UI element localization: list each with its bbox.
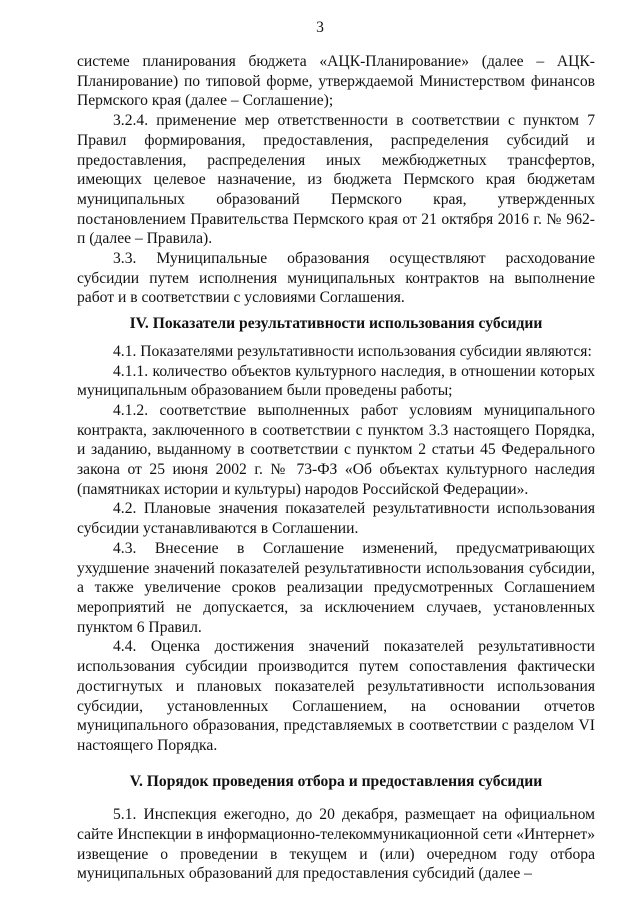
paragraph-4-1-2: 4.1.2. соответствие выполненных работ условиям муниципального контракта, заключенного в соответствии с пунктом 3.3 настоящего Порядка, и заданию, выданному в соответствии с пунктом 2 статьи 45 Федерального закона от 25 июня 2002 г. № 73-ФЗ «Об объектах культурного наследия (памятниках истории и культуры) народов Российской Федерации».: [77, 401, 595, 498]
page-number: 3: [316, 19, 324, 36]
paragraph-3-3: 3.3. Муниципальные образования осуществляют расходование субсидии путем исполнения муниципальных контрактов на выполнение работ и в соответствии с условиями Соглашения.: [77, 250, 595, 307]
paragraph-4-2: 4.2. Плановые значения показателей результативности использования субсидии устанавливаются в Соглашении.: [77, 500, 595, 538]
paragraph-4-1: 4.1. Показателями результативности использования субсидии являются:: [113, 342, 592, 360]
section-4-heading: IV. Показатели результативности использования субсидии: [129, 315, 543, 333]
paragraph-continuation: системе планирования бюджета «АЦК-Планирование» (далее – АЦК-Планирование) по типовой форме, утверждаемой Министерством финансов Пермского края (далее – Соглашение);: [77, 53, 595, 110]
paragraph-4-3: 4.3. Внесение в Соглашение изменений, предусматривающих ухудшение значений показателей результативности использования субсидии, а также увеличение сроков реализации предусмотренных Соглашением мероприятий не допускается, за исключением случаев, установленных пунктом 6 Правил.: [77, 539, 595, 636]
paragraph-5-1: 5.1. Инспекция ежегодно, до 20 декабря, размещает на официальном сайте Инспекции в информационно-телекоммуникационной сети «Интернет» извещение о проведении в текущем и (или) очередном году отбора муниципальных образований для предоставления субсидий (далее –: [77, 806, 595, 883]
section-5-heading: V. Порядок проведения отбора и предоставления субсидии: [129, 772, 543, 790]
paragraph-3-2-4: 3.2.4. применение мер ответственности в соответствии с пунктом 7 Правил формирования, предоставления, распределения субсидий и предоставления, распределения иных межбюджетных трансфертов, имеющих целевое назначение, из бюджета Пермского края бюджетам муниципальных образований Пермского края, утвержденных постановлением Правительства Пермского края от 21 октября 2016 г. № 962-п (далее – Правила).: [77, 112, 595, 248]
document-body: [77, 52, 595, 884]
paragraph-4-4: 4.4. Оценка достижения значений показателей результативности использования субсидии производится путем сопоставления фактически достигнутых и плановых показателей результативности использования субсидии, установленных Соглашением, на основании отчетов муниципального образования, представляемых в соответствии с разделом VI настоящего Порядка.: [77, 638, 595, 754]
paragraph-4-1-1: 4.1.1. количество объектов культурного наследия, в отношении которых муниципальным образованием были проведены работы;: [77, 362, 595, 400]
